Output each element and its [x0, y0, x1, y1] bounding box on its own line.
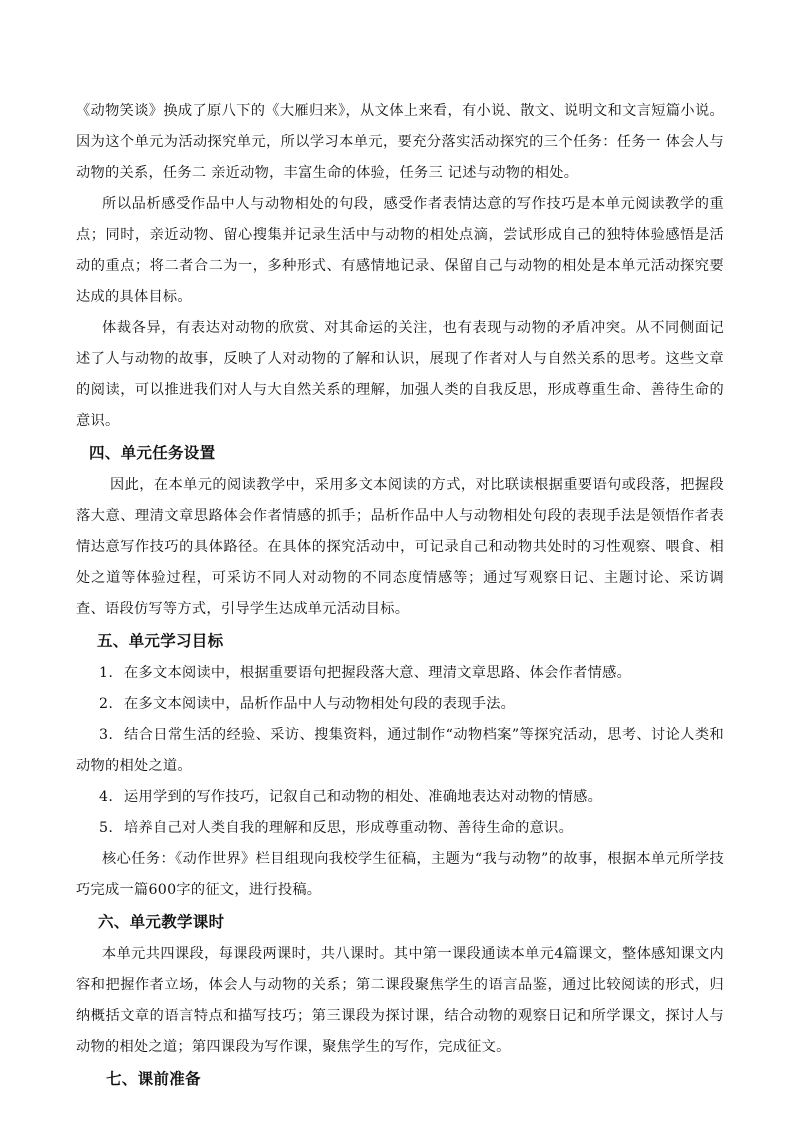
goal-number: 5. [99, 820, 114, 836]
goal-number: 2. [99, 696, 114, 712]
goal-text: 培养自己对人类自我的理解和反思，形成尊重动物、善待生命的意识。 [124, 820, 574, 836]
reading-focus-paragraph: 所以品析感受作品中人与动物相处的句段，感受作者表情达意的写作技巧是本单元阅读教学的重点；同时，亲近动物、留心搜集并记录生活中与动物的相处点滴，尝试形成自己的独特体验感悟是活动的重点；将二者合二为一，多种形式、有感情地记录、保留自己与动物的相处是本单元活动探究要达成的具体目标。 [76, 196, 724, 305]
goal-text: 结合日常生活的经验、采访、搜集资料，通过制作“动物档案”等探究活动，思考、讨论人类和动物的相处之道。 [76, 727, 724, 774]
goal-list-item [76, 813, 724, 844]
document-body [76, 96, 724, 1096]
intro-paragraph: 《动物笑谈》换成了原八下的《大雁归来》，从文体上来看，有小说、散文、说明文和文言短篇小说。因为这个单元为活动探究单元，所以学习本单元，要充分落实活动探究的三个任务：任务一 体会人与动物的关系，任务二 亲近动物，丰富生命的体验，任务三 记述与动物的相处。 [76, 103, 724, 181]
lesson-hours-paragraph: 本单元共四课段，每课段两课时，共八课时。其中第一课段通读本单元4篇课文，整体感知课文内容和把握作者立场，体会人与动物的关系；第二课段聚焦学生的语言品鉴，通过比较阅读的形式，归纳概括文章的语言特点和描写技巧；第三课段为探讨课，结合动物的观察日记和所学课文，探讨人与动物的相处之道；第四课段为写作课，聚焦学生的写作，完成征文。 [76, 946, 724, 1055]
section-heading-preparation: 七、课前准备 [106, 1070, 201, 1088]
goal-number: 4. [99, 789, 114, 805]
goal-list-item [76, 658, 724, 689]
task-setup-paragraph: 因此，在本单元的阅读教学中，采用多文本阅读的方式，对比联读根据重要语句或段落，把握段落大意、理清文章思路体会作者情感的抓手；品析作品中人与动物相处句段的表现手法是领悟作者表情达意写作技巧的具体路径。在具体的探究活动中，可记录自己和动物共处时的习性观察、喂食、相处之道等体验过程，可采访不同人对动物的不同态度情感等；通过写观察日记、主题讨论、采访调查、语段仿写等方式，引导学生达成单元活动目标。 [76, 477, 724, 617]
goal-number: 1. [99, 665, 114, 681]
goal-text: 在多文本阅读中，根据重要语句把握段落大意、理清文章思路、体会作者情感。 [124, 665, 632, 681]
section-heading-learning-goals: 五、单元学习目标 [97, 632, 224, 650]
goal-text: 在多文本阅读中，品析作品中人与动物相处句段的表现手法。 [124, 696, 516, 712]
goal-number: 3. [99, 727, 114, 743]
section-heading-task-setup: 四、单元任务设置 [89, 444, 216, 462]
genre-paragraph: 体裁各异，有表达对动物的欣赏、对其命运的关注，也有表现与动物的矛盾冲突。从不同侧面记述了人与动物的故事，反映了人对动物的了解和认识，展现了作者对人与自然关系的思考。这些文章的阅读，可以推进我们对人与大自然关系的理解，加强人类的自我反思，形成尊重生命、善待生命的意识。 [76, 320, 724, 429]
goal-list-item [76, 782, 724, 813]
goal-list-item [76, 720, 724, 782]
section-heading-lesson-hours: 六、单元教学课时 [98, 913, 225, 931]
core-task-paragraph: 核心任务：《动作世界》栏目组现向我校学生征稿，主题为“我与动物”的故事，根据本单元所学技巧完成一篇600字的征文，进行投稿。 [76, 851, 724, 898]
goal-text: 运用学到的写作技巧，记叙自己和动物的相处、准确地表达对动物的情感。 [124, 789, 603, 805]
goal-list-item [76, 689, 724, 720]
